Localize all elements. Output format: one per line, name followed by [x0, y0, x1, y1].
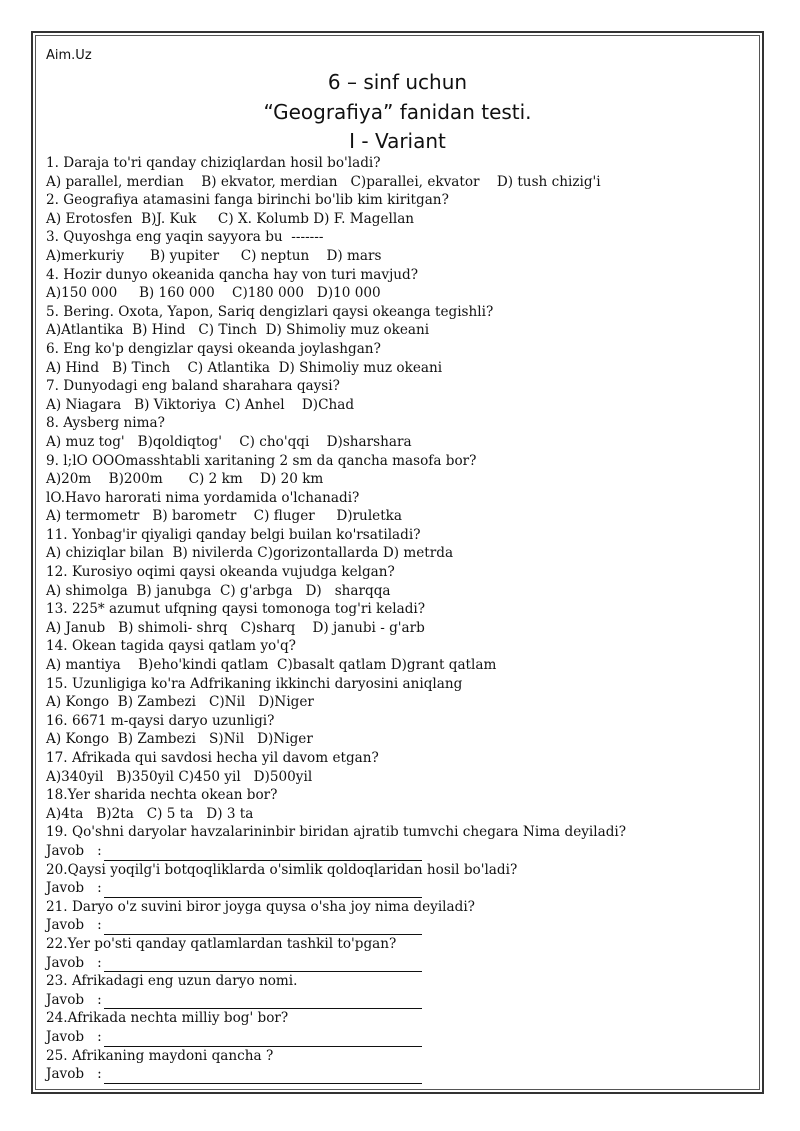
options-15: A) Kongo B) Zambezi C)Nil D)Niger: [46, 694, 314, 711]
options-9: A)20m B)200m C) 2 km D) 20 km: [46, 471, 324, 488]
options-14: A) mantiya B)eho'kindi qatlam C)basalt qatlam D)grant qatlam: [46, 657, 497, 674]
options-2: A) Erotosfen B)J. Kuk C) X. Kolumb D) F. Magellan: [46, 210, 415, 227]
title-grade: 6 – sinf uchun: [327, 70, 468, 94]
question-10: lO.Havo harorati nima yordamida o'lchanadi?: [46, 489, 360, 506]
answer-row-22: [46, 954, 746, 973]
answer-blank[interactable]: [104, 921, 422, 935]
options-8: A) muz tog' B)qoldiqtog' C) cho'qqi D)sharshara: [46, 433, 412, 450]
answer-label: Javob :: [46, 954, 102, 971]
question-3: 3. Quyoshga eng yaqin sayyora bu -------: [46, 229, 324, 246]
question-12: 12. Kurosiyo oqimi qaysi okeanda vujudga kelgan?: [46, 564, 395, 581]
options-10: A) termometr B) barometr C) fluger D)ruletka: [46, 508, 403, 525]
answer-label: Javob :: [46, 1066, 102, 1083]
test-content: [46, 154, 746, 1084]
answer-label: Javob :: [46, 917, 102, 934]
question-8: 8. Aysberg nima?: [46, 415, 165, 432]
options-12: A) shimolga B) janubga C) g'arbga D) sharqqa: [46, 582, 391, 599]
question-5: 5. Bering. Oxota, Yapon, Sariq dengizlari qaysi okeanga tegishli?: [46, 303, 494, 320]
question-24: 24.Afrikada nechta milliy bog' bor?: [46, 1010, 289, 1027]
answer-row-24: [46, 1028, 746, 1047]
options-1: A) parallel, merdian B) ekvator, merdian C)parallei, ekvator D) tush chizig'i: [46, 173, 601, 190]
options-4: A)150 000 B) 160 000 C)180 000 D)10 000: [46, 285, 381, 302]
options-16: A) Kongo B) Zambezi S)Nil D)Niger: [46, 731, 313, 748]
answer-blank[interactable]: [104, 847, 422, 861]
options-18: A)4ta B)2ta C) 5 ta D) 3 ta: [46, 805, 254, 822]
title-variant: I - Variant: [349, 129, 446, 153]
question-4: 4. Hozir dunyo okeanida qancha hay von turi mavjud?: [46, 266, 419, 283]
options-5: A)Atlantika B) Hind C) Tinch D) Shimoliy muz okeani: [46, 322, 430, 339]
question-11: 11. Yonbag'ir qiyaligi qanday belgi builan ko'rsatiladi?: [46, 526, 421, 543]
answer-label: Javob :: [46, 991, 102, 1008]
question-7: 7. Dunyodagi eng baland sharahara qaysi?: [46, 378, 340, 395]
question-9: 9. l;lO OOOmasshtabli xaritaning 2 sm da qancha masofa bor?: [46, 452, 477, 469]
question-19: 19. Qo'shni daryolar havzalarininbir biridan ajratib tumvchi chegara Nima deyiladi?: [46, 824, 627, 841]
answer-label: Javob :: [46, 1028, 102, 1045]
question-25: 25. Afrikaning maydoni qancha ?: [46, 1047, 274, 1064]
question-17: 17. Afrikada qui savdosi hecha yil davom etgan?: [46, 750, 379, 766]
options-7: A) Niagara B) Viktoriya C) Anhel D)Chad: [46, 396, 355, 413]
answer-label: Javob :: [46, 842, 102, 859]
question-6: 6. Eng ko'p dengizlar qaysi okeanda joylashgan?: [46, 340, 381, 357]
options-3: A)merkuriy B) yupiter C) neptun D) mars: [46, 247, 382, 264]
options-13: A) Janub B) shimoli- shrq C)sharq D) janubi - g'arb: [46, 619, 425, 636]
site-name: Aim.Uz: [46, 48, 92, 63]
answer-row-19: [46, 842, 746, 861]
answer-row-23: [46, 991, 746, 1010]
question-20: 20.Qaysi yoqilg'i botqoqliklarda o'simlik qoldoqlaridan hosil bo'ladi?: [46, 861, 518, 878]
answer-blank[interactable]: [104, 958, 422, 972]
question-18: 18.Yer sharida nechta okean bor?: [46, 787, 278, 804]
answer-blank[interactable]: [104, 884, 422, 898]
answer-row-20: [46, 879, 746, 898]
answer-row-25: [46, 1065, 746, 1084]
question-16: 16. 6671 m-qaysi daryo uzunligi?: [46, 712, 275, 729]
question-13: 13. 225* azumut ufqning qaysi tomonoga tog'ri keladi?: [46, 601, 426, 618]
question-22: 22.Yer po'sti qanday qatlamlardan tashkil to'pgan?: [46, 935, 397, 952]
options-11: A) chiziqlar bilan B) nivilerda C)gorizontallarda D) metrda: [46, 545, 454, 562]
question-23: 23. Afrikadagi eng uzun daryo nomi.: [46, 973, 298, 990]
answer-label: Javob :: [46, 880, 102, 897]
options-6: A) Hind B) Tinch C) Atlantika D) Shimoliy muz okeani: [46, 359, 443, 376]
title-block: [40, 68, 755, 157]
question-2: 2. Geografiya atamasini fanga birinchi bo'lib kim kiritgan?: [46, 192, 449, 209]
question-15: 15. Uzunligiga ko'ra Adfrikaning ikkinchi daryosini aniqlang: [46, 675, 463, 692]
question-14: 14. Okean tagida qaysi qatlam yo'q?: [46, 638, 296, 655]
answer-row-21: [46, 916, 746, 935]
options-17: A)340yil B)350yil C)450 yil D)500yil: [46, 768, 313, 785]
question-1: 1. Daraja to'ri qanday chiziqlardan hosil bo'ladi?: [46, 155, 381, 171]
question-21: 21. Daryo o'z suvini biror joyga quysa o'sha joy nima deyiladi?: [46, 898, 475, 915]
answer-blank[interactable]: [104, 995, 422, 1009]
title-subject: “Geografiya” fanidan testi.: [263, 99, 532, 124]
answer-blank[interactable]: [104, 1033, 422, 1047]
answer-blank[interactable]: [104, 1070, 422, 1084]
